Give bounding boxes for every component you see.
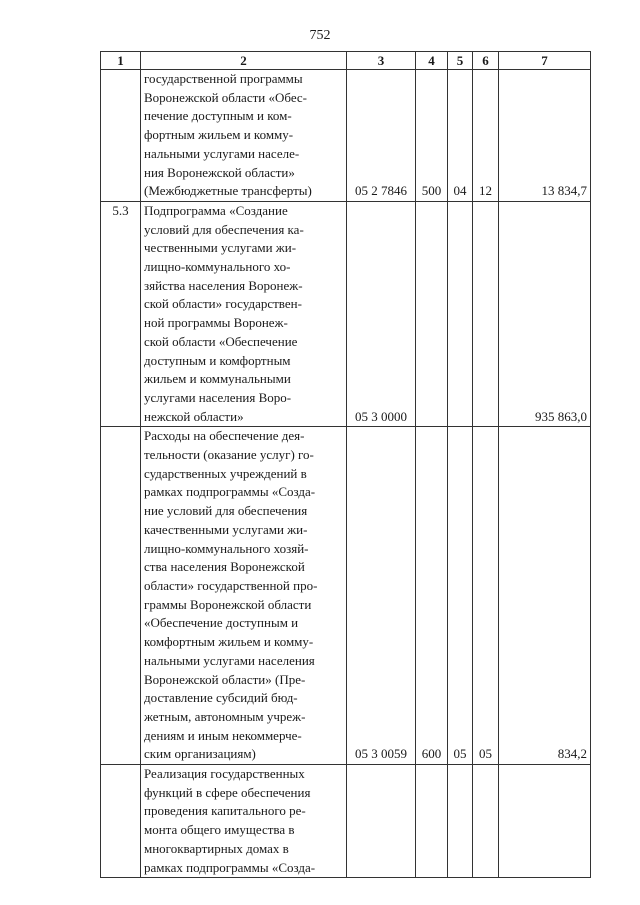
description-line: монта общего имущества в [144,822,295,838]
description-line: многоквартирных домах в [144,840,289,856]
column-header: 6 [473,52,499,70]
row-description [141,427,347,765]
description-line: «Обеспечение доступным и [144,615,299,631]
description-line: рамках подпрограммы «Созда- [144,484,316,500]
description-line: лищно-коммунального хозяй- [144,540,309,556]
row-subsection [473,201,499,426]
description-line: тельности (оказание услуг) го- [144,447,314,463]
description-line: зяйства населения Воронеж- [144,277,303,293]
description-line: дениям и иным некоммерче- [144,727,302,743]
row-expense-type [416,201,448,426]
description-line: Воронежской области» (Пре- [144,671,306,687]
column-header: 4 [416,52,448,70]
description-line: нежской области» [144,408,244,424]
description-line: печение доступным и ком- [144,108,292,124]
description-line: проведения капитального ре- [144,803,306,819]
column-header: 1 [101,52,141,70]
row-code: 05 3 0059 [347,427,416,765]
row-section: 05 [448,427,473,765]
description-line: функций в сфере обеспечения [144,784,311,800]
description-line: ской области «Обеспечение [144,333,298,349]
row-number [101,70,141,202]
row-section: 04 [448,70,473,202]
description-line: фортным жильем и комму- [144,127,294,143]
row-subsection: 12 [473,70,499,202]
row-code: 05 3 0000 [347,201,416,426]
column-header: 2 [141,52,347,70]
table-row [101,201,591,426]
column-header: 5 [448,52,473,70]
table-row [101,765,591,878]
row-subsection: 05 [473,427,499,765]
description-line: Реализация государственных [144,766,305,782]
row-description [141,765,347,878]
description-line: ства населения Воронежской [144,559,305,575]
description-line: граммы Воронежской области [144,596,312,612]
description-line: услугами населения Воро- [144,389,292,405]
row-expense-type: 600 [416,427,448,765]
row-amount [499,765,591,878]
description-line: лищно-коммунального хо- [144,259,291,275]
row-code [347,765,416,878]
row-expense-type [416,765,448,878]
description-line: ние условий для обеспечения [144,503,308,519]
row-subsection [473,765,499,878]
table-row [101,70,591,202]
row-number [101,765,141,878]
row-expense-type: 500 [416,70,448,202]
description-line: доставление субсидий бюд- [144,690,298,706]
description-line: ной программы Воронеж- [144,315,288,331]
header-row [101,52,591,70]
row-amount: 935 863,0 [499,201,591,426]
description-line: ния Воронежской области» [144,164,295,180]
budget-table [100,51,591,878]
description-line: чественными услугами жи- [144,240,297,256]
row-description [141,201,347,426]
row-description [141,70,347,202]
description-line: сударственных учреждений в [144,465,307,481]
table-row [101,427,591,765]
table-body [101,70,591,878]
description-line: ским организациям) [144,746,256,762]
column-header: 7 [499,52,591,70]
column-header: 3 [347,52,416,70]
description-line: комфортным жильем и комму- [144,634,314,650]
description-line: качественными услугами жи- [144,521,308,537]
description-line: доступным и комфортным [144,352,291,368]
description-line: области» государственной про- [144,577,318,593]
description-line: Воронежской области «Обес- [144,89,308,105]
description-line: нальными услугами населения [144,652,315,668]
description-line: ской области» государствен- [144,296,302,312]
row-amount: 13 834,7 [499,70,591,202]
row-section [448,201,473,426]
description-line: (Межбюджетные трансферты) [144,183,312,199]
description-line: государственной программы [144,71,303,86]
description-line: жетным, автономным учреж- [144,708,306,724]
description-line: нальными услугами населе- [144,145,300,161]
row-number: 5.3 [101,201,141,426]
page-number: 752 [309,28,331,43]
description-line: жильем и коммунальными [144,371,291,387]
row-number [101,427,141,765]
row-amount: 834,2 [499,427,591,765]
description-line: рамках подпрограммы «Созда- [144,859,316,875]
description-line: условий для обеспечения ка- [144,221,304,237]
description-line: Подпрограмма «Создание [144,202,288,218]
row-section [448,765,473,878]
row-code: 05 2 7846 [347,70,416,202]
description-line: Расходы на обеспечение дея- [144,428,305,444]
